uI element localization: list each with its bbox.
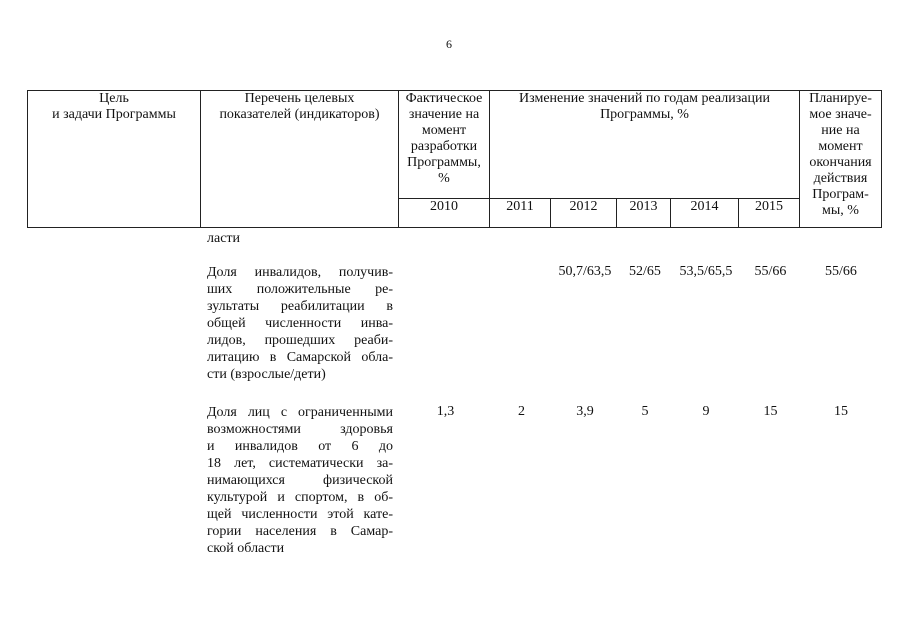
header-planned-line: мы, % [822, 203, 859, 218]
indicator-line: литацию в Самарской обла- [207, 350, 393, 365]
indicator-line: нимающихся физической [207, 473, 393, 488]
header-year-2011: 2011 [490, 199, 551, 228]
indicator-line: ской области [207, 541, 285, 556]
header-change [490, 91, 800, 199]
row2-value-2011: 2 [518, 404, 525, 419]
continuation-text: ласти [207, 231, 241, 246]
header-planned-line: Планируе- [809, 91, 872, 106]
header-change-line-2: Программы, % [600, 107, 689, 122]
header-year-2015: 2015 [739, 199, 800, 228]
header-indicators-line-1: Перечень целевых [244, 91, 355, 106]
header-year-2010: 2010 [399, 199, 490, 228]
row2-value-2015: 15 [763, 404, 778, 419]
header-actual-line: % [438, 171, 450, 186]
header-goal-line-1: Цель [99, 91, 129, 106]
row2-value-2010: 1,3 [436, 404, 455, 419]
indicator-line: и инвалидов от 6 до [207, 439, 393, 454]
header-year-2012: 2012 [551, 199, 617, 228]
header-actual-line: значение на [408, 107, 480, 122]
indicators-table-header [27, 90, 882, 228]
row1-value-planned: 55/66 [825, 264, 857, 279]
indicator-text-disabled-rehabilitation [207, 264, 393, 383]
row2-value-2013: 5 [641, 404, 649, 419]
indicator-line: гории населения в Самар- [207, 524, 393, 539]
header-actual-line: момент [421, 123, 467, 138]
indicator-line: Доля инвалидов, получив- [207, 265, 393, 280]
row2-value-2012: 3,9 [576, 404, 594, 419]
header-goal-line-2: и задачи Программы [52, 107, 176, 122]
header-planned-line: действия [813, 171, 868, 186]
header-indicators-line-2: показателей (индикаторов) [219, 107, 380, 122]
indicator-line: возможностями здоровья [207, 422, 393, 437]
header-planned-line: момент [818, 139, 863, 154]
header-change-line-1: Изменение значений по годам реализации [519, 91, 770, 106]
indicator-line: 18 лет, систематически за- [207, 456, 393, 471]
indicator-line: зультаты реабилитации в [207, 299, 393, 314]
row1-value-2012: 50,7/63,5 [558, 264, 612, 279]
header-actual-line: Программы, [407, 155, 481, 170]
indicator-line: ших положительные ре- [207, 282, 393, 297]
indicator-line: лидов, прошедших реаби- [207, 333, 393, 348]
row2-value-planned: 15 [834, 404, 848, 419]
header-actual-line: Фактическое [405, 91, 483, 106]
header-planned [800, 91, 882, 228]
header-year-2014: 2014 [671, 199, 739, 228]
row1-value-2013: 52/65 [629, 264, 661, 279]
row1-value-2014: 53,5/65,5 [679, 264, 733, 279]
indicator-text-sports-participation [207, 404, 393, 557]
header-actual-line: разработки [410, 139, 478, 154]
indicator-line: сти (взрослые/дети) [207, 367, 326, 382]
header-year-2013: 2013 [617, 199, 671, 228]
row1-value-2015: 55/66 [754, 264, 787, 279]
page-number: 6 [446, 37, 452, 51]
header-planned-line: ние на [821, 123, 860, 138]
header-planned-line: окончания [809, 155, 872, 170]
header-goal [28, 91, 201, 228]
indicator-line: Доля лиц с ограниченными [207, 405, 393, 420]
header-planned-line: мое значе- [809, 107, 872, 122]
indicator-line: культурой и спортом, в об- [207, 490, 393, 505]
header-indicators [201, 91, 399, 228]
header-actual [399, 91, 490, 199]
header-planned-line: Програм- [812, 187, 869, 202]
indicator-line: общей численности инва- [207, 316, 393, 331]
indicator-line: щей численности этой кате- [207, 507, 393, 522]
row2-value-2014: 9 [702, 404, 710, 419]
